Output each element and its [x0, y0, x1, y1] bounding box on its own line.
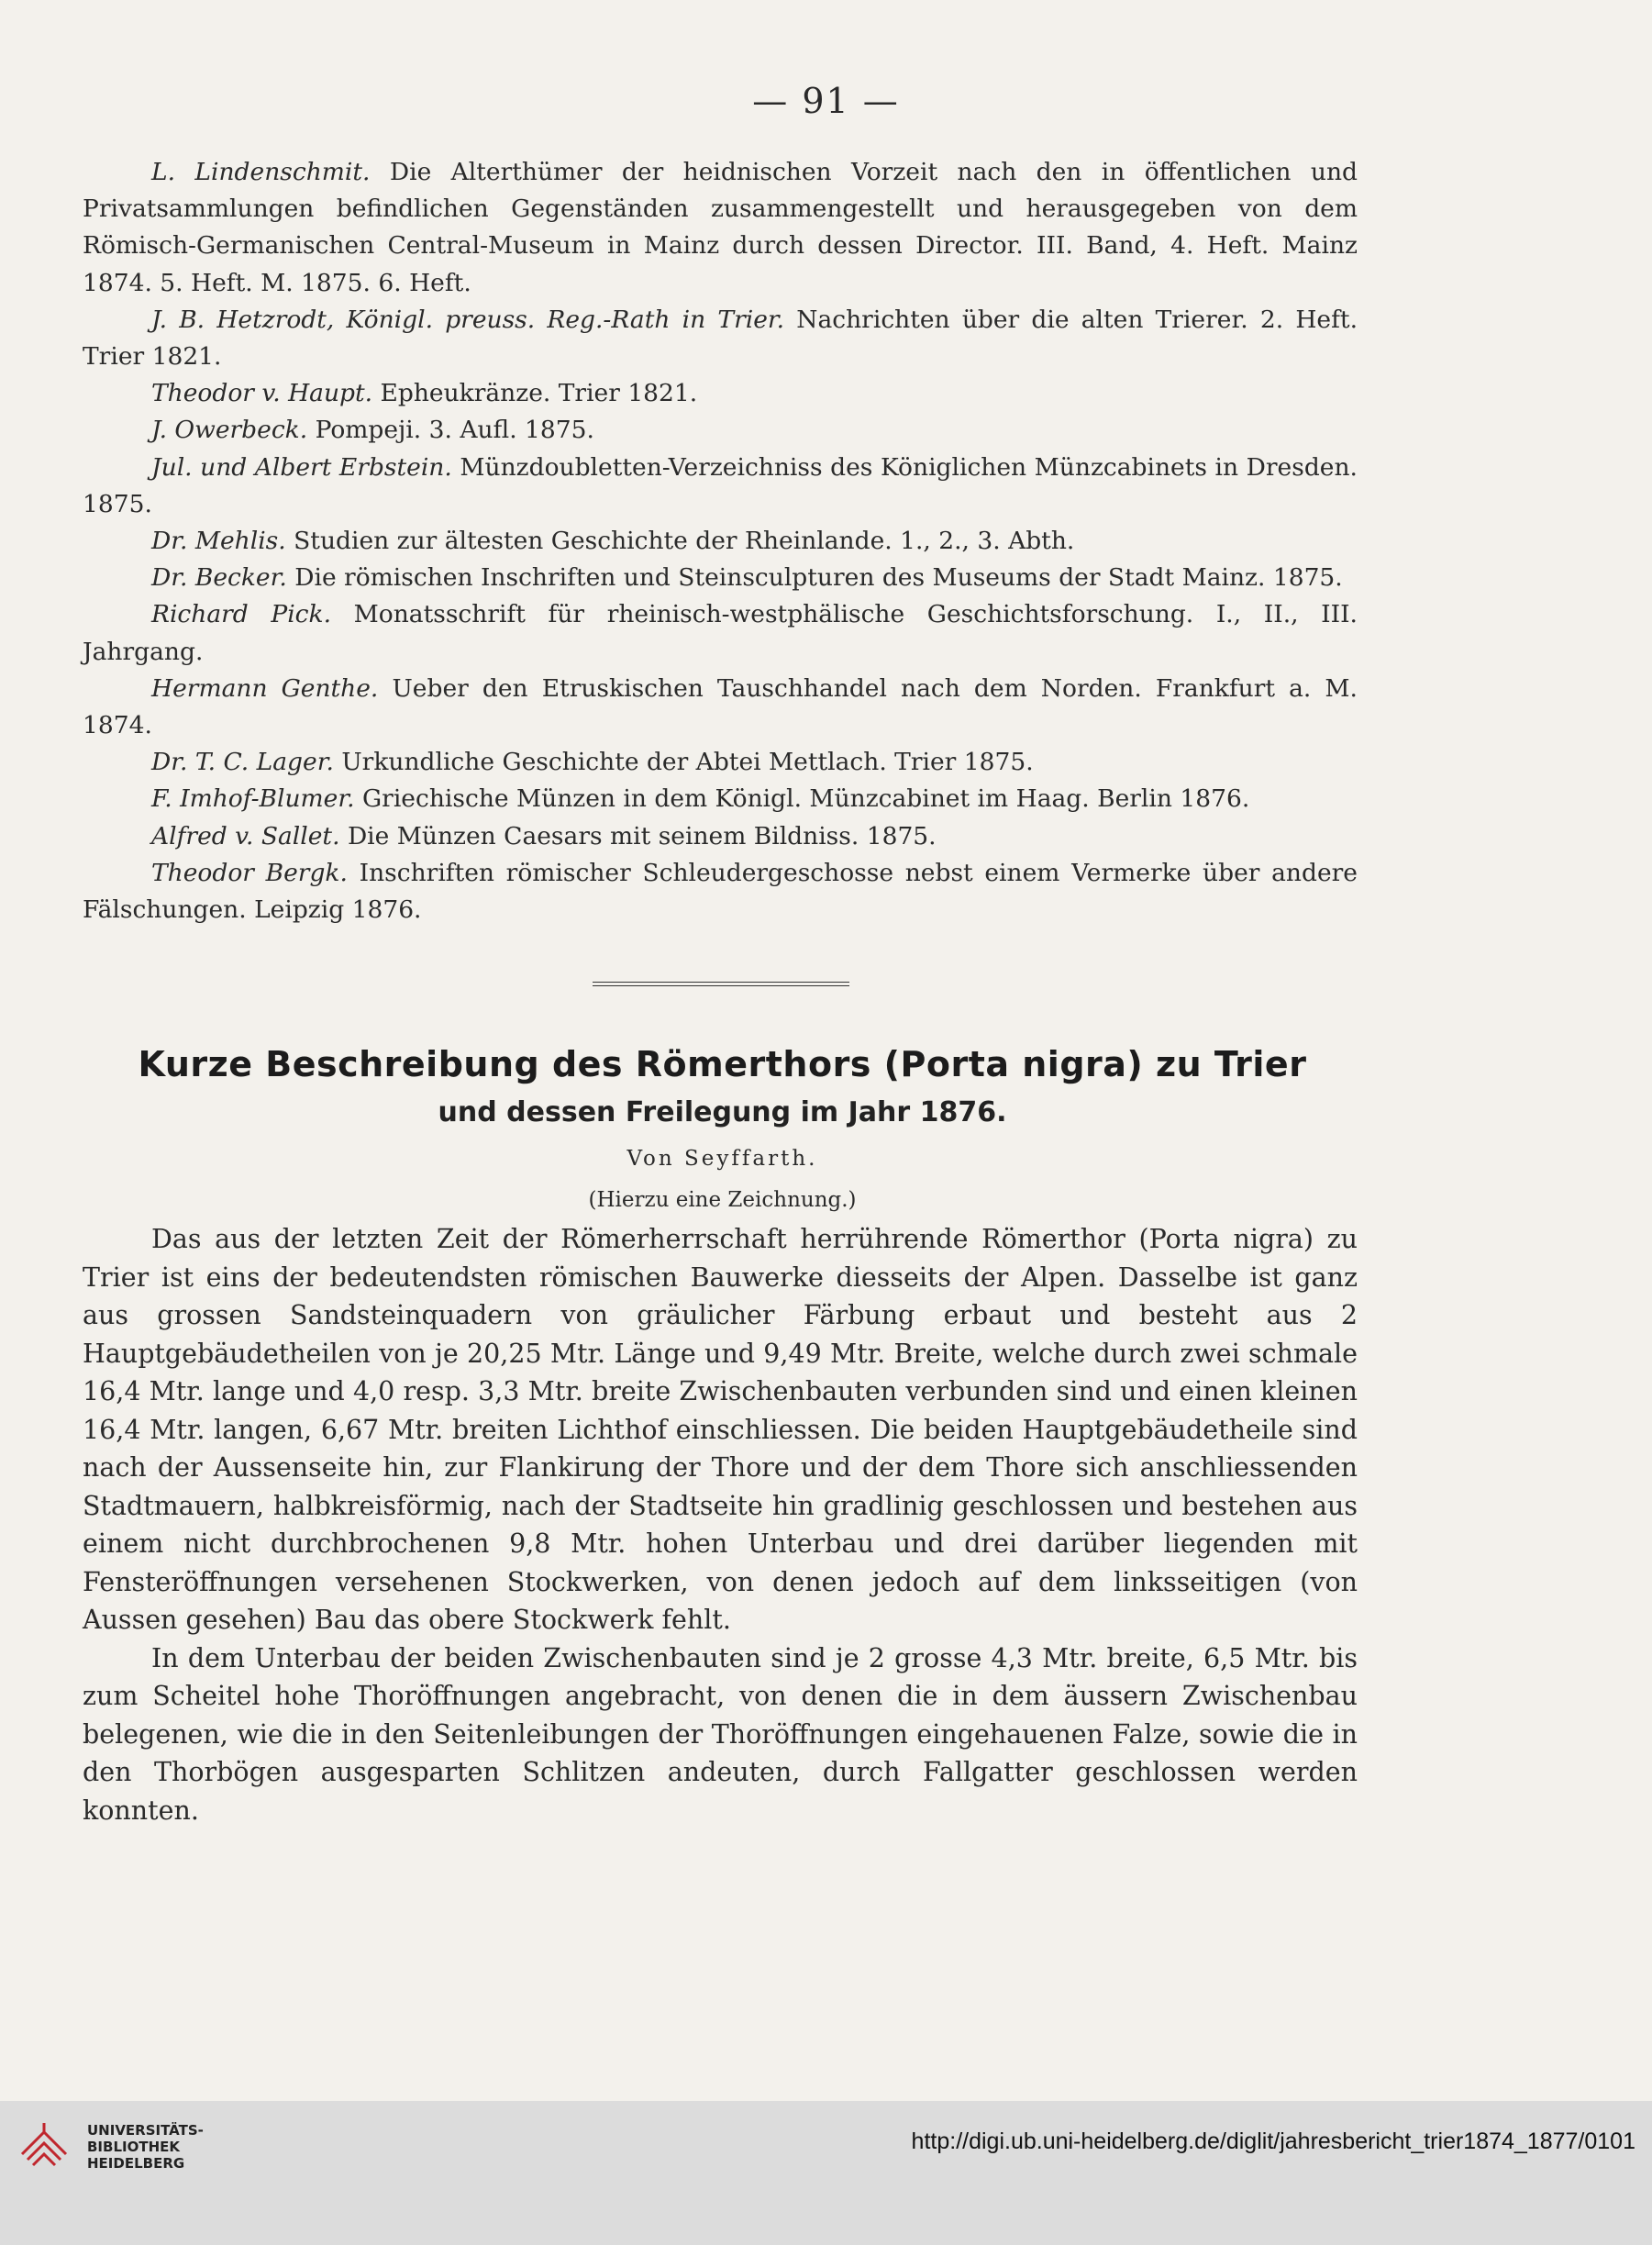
bib-author: Jul. und Albert Erbstein.: [151, 452, 452, 482]
bib-text: Ueber den Etruskischen Tauschhandel nach dem Norden. Frankfurt a. M. 1874.: [83, 673, 1358, 740]
bib-author: Theodor Bergk.: [151, 858, 348, 887]
library-logo-icon: [17, 2117, 72, 2173]
bib-entry: [83, 818, 1358, 855]
bib-text: Epheukränze. Trier 1821.: [380, 379, 698, 408]
bib-author: L. Lindenschmit.: [151, 158, 371, 186]
bib-entry: [83, 154, 1358, 302]
institution-line: BIBLIOTHEK: [87, 2139, 180, 2155]
bib-entry: [83, 412, 1358, 449]
bib-entry: [83, 375, 1358, 412]
bib-text: Nachrichten über die alten Trierer. 2. Heft. Trier 1821.: [83, 305, 1358, 372]
section-divider: [593, 982, 849, 986]
bib-text: Urkundliche Geschichte der Abtei Mettlach. Trier 1875.: [341, 748, 1034, 777]
drawing-note: (Hierzu eine Zeichnung.): [588, 1188, 857, 1212]
bib-entry: [83, 560, 1358, 596]
bib-text: Pompeji. 3. Aufl. 1875.: [315, 416, 594, 445]
bib-text: Griechische Münzen in dem Königl. Münzcabinet im Haag. Berlin 1876.: [362, 784, 1250, 814]
page-number: — 91 —: [752, 81, 900, 121]
institution-line: HEIDELBERG: [87, 2155, 185, 2172]
bib-entry: [83, 855, 1358, 928]
bib-text: Die römischen Inschriften und Steinsculpturen des Museums der Stadt Mainz. 1875.: [294, 563, 1343, 593]
bib-text: Die Münzen Caesars mit seinem Bildniss. 1875.: [347, 821, 937, 850]
source-url[interactable]: http://digi.ub.uni-heidelberg.de/diglit/jahresbericht_trier1874_1877/0101: [911, 2128, 1635, 2154]
bib-author: Alfred v. Sallet.: [151, 821, 340, 850]
bib-author: J. Owerbeck.: [151, 416, 308, 445]
body-paragraph: Das aus der letzten Zeit der Römerherrschaft herrührende Römerthor (Porta nigra) zu Trier ist eins der bedeutendsten römischen Bauwerke diesseits der Alpen. Dasselbe ist ganz aus grossen Sandsteinquadern von gräulicher Färbung erbaut und besteht aus 2 Hauptgebäudetheilen von je 20,25 Mtr. Länge und 9,49 Mtr. Breite, welche durch zwei schmale 16,4 Mtr. lange und 4,0 resp. 3,3 Mtr. breite Zwischenbauten verbunden sind und einen kleinen 16,4 Mtr. langen, 6,67 Mtr. breiten Lichthof einschliessen. Die beiden Hauptgebäudetheile sind nach der Aussenseite hin, zur Flankirung der Thore und der dem Thore sich anschliessenden Stadtmauern, halbkreisförmig, nach der Stadtseite hin gradlinig geschlossen und bestehen aus einem nicht durchbrochenen 9,8 Mtr. hohen Unterbau und drei darüber liegenden mit Fensteröffnungen versehenen Stockwerken, von denen jedoch auf dem linksseitigen (von Aussen gesehen) Bau das obere Stockwerk fehlt.: [83, 1224, 1358, 1635]
bibliography-list: [83, 154, 1358, 928]
bib-author: Dr. Becker.: [151, 563, 287, 593]
bib-author: Hermann Genthe.: [151, 673, 379, 703]
institution-line: UNIVERSITÄTS-: [87, 2122, 204, 2139]
bib-entry: [83, 302, 1358, 375]
article-subtitle: und dessen Freilegung im Jahr 1876.: [438, 1096, 1007, 1128]
bib-text: Inschriften römischer Schleudergeschosse nebst einem Vermerke über andere Fälschungen. Leipzig 1876.: [83, 858, 1358, 925]
bib-author: J. B. Hetzrodt, Königl. preuss. Reg.-Rath in Trier.: [151, 305, 785, 334]
institution-name: [87, 2122, 204, 2172]
bib-author: F. Imhof-Blumer.: [151, 784, 355, 814]
bib-entry: [83, 450, 1358, 523]
bib-entry: [83, 523, 1358, 560]
bib-entry: [83, 781, 1358, 817]
bib-text: Münzdoubletten-Verzeichniss des Königlichen Münzcabinets in Dresden. 1875.: [83, 452, 1358, 518]
bib-author: Theodor v. Haupt.: [151, 379, 373, 408]
bib-author: Richard Pick.: [151, 600, 332, 629]
bib-entry: [83, 671, 1358, 744]
article-title: Kurze Beschreibung des Römerthors (Porta nigra) zu Trier: [138, 1044, 1307, 1084]
bib-author: Dr. T. C. Lager.: [151, 748, 334, 777]
body-paragraph: In dem Unterbau der beiden Zwischenbauten sind je 2 grosse 4,3 Mtr. breite, 6,5 Mtr. bis zum Scheitel hohe Thoröffnungen angebracht, von denen die in dem äussern Zwischenbau belegenen, wie die in den Seitenleibungen der Thoröffnungen eingehauenen Falze, sowie die in den Thorbögen ausgesparten Schlitzen andeuten, durch Fallgatter geschlossen werden konnten.: [83, 1642, 1358, 1826]
article-body: [83, 1220, 1358, 1829]
bib-entry: [83, 596, 1358, 670]
bib-text: Studien zur ältesten Geschichte der Rheinlande. 1., 2., 3. Abth.: [294, 527, 1075, 556]
footer-bar: [0, 2101, 1652, 2245]
bib-entry: [83, 744, 1358, 781]
bib-text: Monatsschrift für rheinisch-westphälische Geschichtsforschung. I., II., III. Jahrgang.: [83, 600, 1358, 666]
bib-text: Die Alterthümer der heidnischen Vorzeit nach den in öffentlichen und Privatsammlungen befindlichen Gegenständen zusammengestellt und herausgegeben von dem Römisch-Germanischen Central-Museum in Mainz durch dessen Director. III. Band, 4. Heft. Mainz 1874. 5. Heft. M. 1875. 6. Heft.: [83, 158, 1358, 297]
article-author: Von Seyffarth.: [626, 1147, 818, 1171]
bib-author: Dr. Mehlis.: [151, 527, 286, 556]
